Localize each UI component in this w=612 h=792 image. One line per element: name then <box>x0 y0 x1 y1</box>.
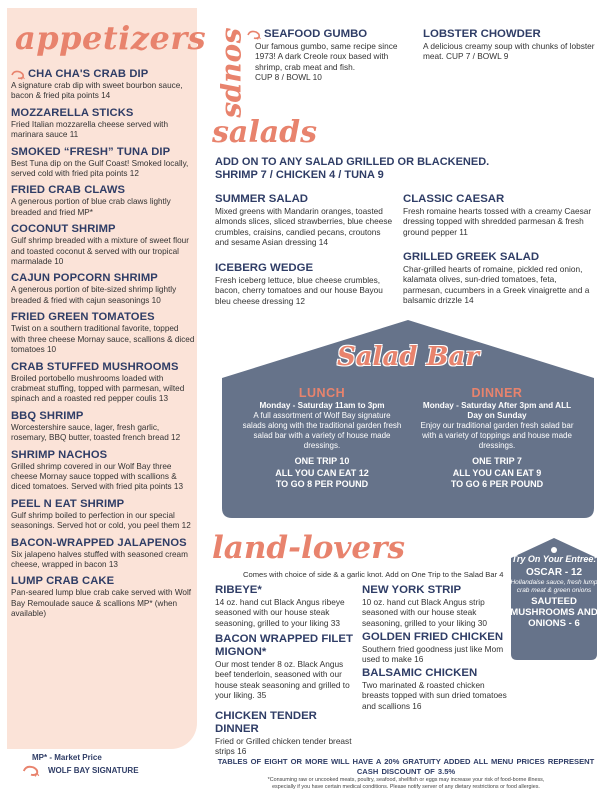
menu-item-desc: Worcestershire sauce, lager, fresh garlic, rosemary, BBQ butter, toasted french bread 12 <box>11 422 181 443</box>
entree-item <box>215 633 355 701</box>
appetizers-panel <box>7 8 207 749</box>
salads-heading: salads <box>212 115 318 150</box>
menu-item-desc: Gulf shrimp boiled to perfection in our special seasonings. Served hot or cold, you peel them 12 <box>11 510 191 531</box>
footer-notes <box>206 757 606 790</box>
salad-addon-line: ADD ON TO ANY SALAD GRILLED OR BLACKENED. <box>215 156 490 168</box>
menu-item <box>11 311 195 355</box>
menu-item-desc: Fried or Grilled chicken tender breast strips 16 <box>215 736 352 757</box>
menu-item-desc: A generous portion of blue crab claws lightly breaded and fried MP* <box>11 197 171 217</box>
shrimp-icon <box>11 70 25 80</box>
lunch-hours: Monday - Saturday 11am to 3pm <box>259 401 385 410</box>
menu-item-desc: Char-grilled hearts of romaine, pickled red onion, kalamata olives, sun-dried tomatoes, feta, parmesan, cucumbers in a Greek vinaigrette and a balsamic drizzle 14 <box>403 264 590 306</box>
menu-item-desc: Grilled shrimp covered in our Wolf Bay three cheese Mornay sauce topped with scallions & diced tomatoes. Served with fried pita points 13 <box>11 461 184 492</box>
tag-oscar-desc: Hollandaise sauce, fresh lump crab meat & green onions <box>510 579 598 594</box>
dinner-price: ALL YOU CAN EAT 9 <box>452 467 542 478</box>
soup-item <box>423 28 601 62</box>
menu-item <box>11 449 195 493</box>
menu-item-name: BACON-WRAPPED JALAPENOS <box>11 536 187 549</box>
tag-sauteed: SAUTEED MUSHROOMS AND ONIONS - 6 <box>510 596 598 629</box>
menu-item <box>11 223 195 267</box>
dinner-price: ONE TRIP 7 <box>472 456 522 467</box>
menu-item-desc: A generous portion of bite-sized shrimp lightly breaded & fried with cajun seasonings 10 <box>11 285 177 305</box>
salad-bar-dinner <box>417 386 577 491</box>
menu-item-name: CAJUN POPCORN SHRIMP <box>11 272 158 285</box>
menu-item <box>11 537 195 571</box>
menu-item-name: BACON WRAPPED FILET MIGNON* <box>215 633 353 658</box>
menu-item-desc: Our famous gumbo, same recipe since 1973! A dark Creole roux based with shrimp, crab meat and fish. <box>255 41 398 72</box>
menu-item-name: LOBSTER CHOWDER <box>423 28 541 40</box>
legend <box>20 752 200 778</box>
salad-bar-panel <box>214 318 602 520</box>
appetizers-heading: appetizers <box>15 19 207 57</box>
menu-item-desc: 14 oz. hand cut Black Angus ribeye seasoned with our house steak seasoning, grilled to your liking 33 <box>215 597 345 628</box>
fine-print: *Consuming raw or uncooked meats, poultry, seafood, shellfish or eggs may increase your risk of food-borne illness, <box>267 777 545 783</box>
menu-item-desc: Fried Italian mozzarella cheese served with marinara sauce 11 <box>11 119 168 140</box>
market-price-legend: MP* - Market Price <box>32 753 102 762</box>
menu-item-name: CRAB STUFFED MUSHROOMS <box>11 360 179 373</box>
menu-item-name: PEEL N EAT SHRIMP <box>11 497 125 510</box>
menu-item <box>11 410 195 444</box>
lunch-desc: A full assortment of Wolf Bay signature salads along with the traditional garden fresh salad bar with a variety of house made dressings. <box>242 411 402 451</box>
menu-item-name: CHA CHA'S CRAB DIP <box>28 68 149 80</box>
menu-item-name: RIBEYE* <box>215 584 262 596</box>
menu-item <box>11 184 195 218</box>
entree-item <box>362 584 504 628</box>
soups-heading: soups <box>219 28 252 119</box>
menu-item-name: LUMP CRAB CAKE <box>11 575 115 588</box>
menu-item <box>11 361 195 405</box>
salad-bar-title: Salad Bar <box>336 342 480 372</box>
menu-item-name: COCONUT SHRIMP <box>11 223 116 236</box>
menu-item-name: FRIED GREEN TOMATOES <box>11 311 155 324</box>
menu-item-name: CLASSIC CAESAR <box>403 193 505 205</box>
salad-bar-lunch <box>242 386 402 491</box>
entree-addon-tag <box>509 536 599 662</box>
menu-item-name: BBQ SHRIMP <box>11 409 84 422</box>
menu-item-desc: 10 oz. hand cut Black Angus strip seasoned with our house steak seasoning, grilled to your liking 30 <box>362 597 487 628</box>
shrimp-icon <box>20 765 42 777</box>
menu-item-desc: Best Tuna dip on the Gulf Coast! Smoked locally, served cold with fried pita points 12 <box>11 158 189 179</box>
entree-item <box>215 710 355 757</box>
menu-item-desc: Fresh romaine hearts tossed with a creamy Caesar dressing topped with shredded parmesan & fresh ground pepper 11 <box>403 206 592 237</box>
salad-item <box>215 193 395 248</box>
menu-item-name: SEAFOOD GUMBO <box>264 28 368 40</box>
menu-item-desc: Mixed greens with Mandarin oranges, toasted almonds slices, sliced strawberries, blue cheese crumbles, craisins, candied pecans, croutons and sesame Asian dressing 14 <box>215 206 393 248</box>
menu-item-desc: A signature crab dip with sweet bourbon sauce, bacon & fried pita points 14 <box>11 81 183 101</box>
menu-item <box>11 107 195 141</box>
menu-item <box>11 272 195 306</box>
land-lovers-heading: land-lovers <box>212 530 405 566</box>
menu-item-desc: Six jalapeno halves stuffed with seasoned cream cheese, wrapped in bacon 13 <box>11 549 188 569</box>
menu-item-desc: A delicious creamy soup with chunks of lobster meat. CUP 7 / BOWL 9 <box>423 41 595 62</box>
menu-item-desc: Two marinated & roasted chicken breasts topped with sun dried tomatoes and scallions 16 <box>362 680 507 711</box>
salad-addon-prices: SHRIMP 7 / CHICKEN 4 / TUNA 9 <box>215 169 384 181</box>
menu-item-name: BALSAMIC CHICKEN <box>362 667 478 679</box>
appetizers-list <box>11 68 195 625</box>
soup-item <box>247 28 415 83</box>
menu-item-desc: Southern fried goodness just like Mom used to make 16 <box>362 644 504 665</box>
dinner-heading: DINNER <box>471 386 523 400</box>
shrimp-icon <box>247 30 261 40</box>
lunch-price: ALL YOU CAN EAT 12 <box>275 467 369 478</box>
entree-item <box>362 667 507 711</box>
lunch-heading: LUNCH <box>298 386 346 400</box>
lunch-price: TO GO 8 PER POUND <box>275 479 369 490</box>
gratuity-note: TABLES OF EIGHT OR MORE WILL HAVE A 20% GRATUITY ADDED ALL MENU PRICES REPRESENT CASH DISCOUNT OF 3.5% <box>217 757 595 776</box>
menu-item-price: CUP 8 / BOWL 10 <box>255 72 322 83</box>
signature-legend <box>20 764 200 778</box>
menu-item-name: CHICKEN TENDER DINNER <box>215 710 317 735</box>
signature-legend-label: WOLF BAY SIGNATURE <box>48 766 139 775</box>
tag-oscar: OSCAR - 12 <box>525 567 583 578</box>
menu-item-name: GRILLED GREEK SALAD <box>403 251 540 263</box>
tag-title: Try On Your Entree: <box>511 554 597 564</box>
dinner-desc: Enjoy our traditional garden fresh salad bar with a variety of toppings and house made dressings. <box>420 421 574 451</box>
menu-item-desc: Broiled portobello mushrooms loaded with crabmeat stuffing, topped with parmesan, wilted spinach and a roasted red pepper coulis 13 <box>11 373 185 404</box>
entree-item <box>362 631 504 665</box>
dinner-price: TO GO 6 PER POUND <box>450 479 544 490</box>
menu-item-desc: Fresh iceberg lettuce, blue cheese crumbles, bacon, cherry tomatoes and our house Bayou bleu cheese dressing 12 <box>215 275 383 306</box>
entree-item <box>215 584 355 628</box>
menu-item <box>11 498 195 532</box>
menu-item-desc: Our most tender 8 oz. Black Angus beef tenderloin, seasoned with our house steak seasoning and grilled to your liking. 35 <box>215 659 350 701</box>
menu-item-name: SUMMER SALAD <box>215 193 309 205</box>
menu-item-name: GOLDEN FRIED CHICKEN <box>362 631 504 643</box>
salad-item <box>403 193 598 237</box>
menu-item-name: ICEBERG WEDGE <box>215 262 314 274</box>
menu-item-desc: Gulf shrimp breaded with a mixture of sweet flour and toasted coconut & served with our tropical marmalade 10 <box>11 236 189 267</box>
menu-item-name: SHRIMP NACHOS <box>11 448 108 461</box>
dinner-hours: Monday - Saturday After 3pm and ALL Day on Sunday <box>422 401 572 421</box>
menu-item <box>11 68 195 102</box>
salad-addon <box>215 156 595 182</box>
fine-print: especially if you have certain medical conditions. Please notify server of any dietary restrictions or food allergies. <box>272 783 540 790</box>
menu-item-name: FRIED CRAB CLAWS <box>11 184 126 197</box>
salad-item <box>403 251 598 306</box>
menu-item-name: SMOKED “FRESH” TUNA DIP <box>11 145 171 158</box>
salad-item <box>215 262 395 306</box>
land-lovers-note: Comes with choice of side & a garlic knot. Add on One Trip to the Salad Bar 4 <box>243 570 504 579</box>
menu-item-desc: Pan-seared lump blue crab cake served with Wolf Bay Remoulade sauce & scallions MP* (when available) <box>11 588 192 619</box>
menu-item <box>11 146 195 180</box>
menu-item-name: NEW YORK STRIP <box>362 584 462 596</box>
menu-item-name: MOZZARELLA STICKS <box>11 106 134 119</box>
menu-item-desc: Twist on a southern traditional favorite, topped with three cheese Mornay sauce, scallions & diced tomatoes 10 <box>11 324 195 355</box>
lunch-price: ONE TRIP 10 <box>294 456 350 467</box>
menu-item <box>11 575 195 619</box>
